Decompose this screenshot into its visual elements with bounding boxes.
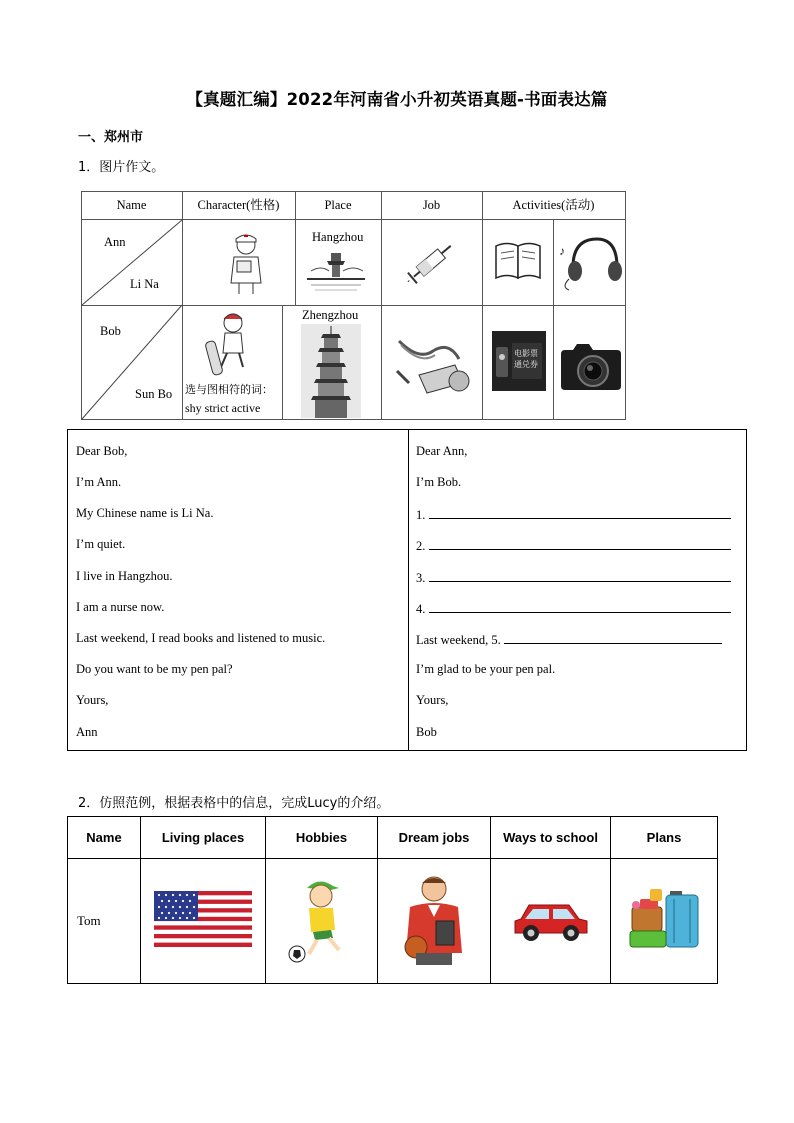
header-living-places: Living places xyxy=(141,817,266,859)
living-place-cell xyxy=(141,859,266,984)
header-hobbies: Hobbies xyxy=(266,817,378,859)
right-glad: I’m glad to be your pen pal. xyxy=(416,662,556,676)
blank-label: 1. xyxy=(416,508,426,522)
left-letter-line: I’m quiet. xyxy=(76,537,126,551)
header-ways-to-school: Ways to school xyxy=(491,817,611,859)
question-1-label: 1．图片作文。 xyxy=(78,160,165,175)
answer-blank[interactable] xyxy=(429,600,731,613)
hangzhou-landmark-icon xyxy=(307,247,365,295)
lucy-info-table xyxy=(67,816,717,983)
camera-icon xyxy=(559,336,623,392)
luggage-icon xyxy=(626,885,702,953)
left-letter-line: Ann xyxy=(76,725,98,739)
page-title: 【真题汇编】2022年河南省小升初英语真题-书面表达篇 xyxy=(186,90,608,109)
hobby-cell xyxy=(266,859,378,984)
section-heading: 一、郑州市 xyxy=(78,130,144,145)
book-icon xyxy=(494,238,542,284)
right-signature: Bob xyxy=(416,725,437,739)
header-plans: Plans xyxy=(611,817,718,859)
answer-blank[interactable] xyxy=(504,631,722,644)
left-letter-line: Yours, xyxy=(76,693,109,707)
question-2-label: 2．仿照范例，根据表格中的信息，完成Lucy的介绍。 xyxy=(78,796,390,811)
plans-cell xyxy=(611,859,718,984)
blank-line-1 xyxy=(416,506,731,523)
left-letter-line: My Chinese name is Li Na. xyxy=(76,506,214,520)
header-name: Name xyxy=(68,817,141,859)
header-dream-jobs: Dream jobs xyxy=(378,817,491,859)
blank-line-5 xyxy=(416,631,722,648)
left-letter-line: I live in Hangzhou. xyxy=(76,569,173,583)
left-letter-line: Do you want to be my pen pal? xyxy=(76,662,233,676)
header-place: Place xyxy=(324,198,352,212)
right-closing: Yours, xyxy=(416,693,449,707)
header-job: Job xyxy=(422,198,441,212)
nurse-icon xyxy=(221,231,271,297)
dream-job-cell xyxy=(378,859,491,984)
car-icon xyxy=(513,895,589,943)
blank-label: Last weekend, 5. xyxy=(416,633,501,647)
soccer-player-icon xyxy=(287,874,357,964)
blank-label: 3. xyxy=(416,571,426,585)
left-letter-line: I’m Ann. xyxy=(76,475,122,489)
right-intro: I’m Bob. xyxy=(416,475,462,489)
blank-line-2 xyxy=(416,537,731,554)
left-letter-line: Last weekend, I read books and listened to music. xyxy=(76,631,326,645)
left-letter-line: I am a nurse now. xyxy=(76,600,165,614)
hint-text: 选与图相符的词： xyxy=(185,383,273,396)
left-letter-line: Dear Bob, xyxy=(76,444,128,458)
name-bob: Bob xyxy=(100,324,121,338)
right-greeting: Dear Ann, xyxy=(416,444,468,458)
letters-table xyxy=(67,429,747,751)
svg-text:♪: ♪ xyxy=(559,244,565,258)
name-sun-bo: Sun Bo xyxy=(135,387,173,401)
hint-options: shy strict active xyxy=(185,401,261,415)
blank-line-3 xyxy=(416,569,731,586)
answer-blank[interactable] xyxy=(429,506,731,519)
usa-flag-icon xyxy=(154,891,252,947)
header-name: Name xyxy=(116,198,147,212)
name-li-na: Li Na xyxy=(130,277,159,291)
place-hangzhou: Hangzhou xyxy=(312,230,364,244)
blank-label: 2. xyxy=(416,539,426,553)
place-zhengzhou: Zhengzhou xyxy=(302,308,359,322)
zhengzhou-tower-icon xyxy=(301,324,361,418)
blank-line-4 xyxy=(416,600,731,617)
answer-blank[interactable] xyxy=(429,569,731,582)
skateboarder-icon xyxy=(205,311,255,379)
coach-icon xyxy=(398,873,470,965)
syringe-icon xyxy=(403,237,463,287)
header-activities: Activities(活动) xyxy=(512,198,595,212)
movie-ticket-text: 电影票 通兑券 xyxy=(514,349,538,369)
blank-label: 4. xyxy=(416,602,426,616)
name-ann: Ann xyxy=(104,235,126,249)
picture-writing-table xyxy=(81,191,626,420)
headphones-icon xyxy=(557,233,623,291)
way-to-school-cell xyxy=(491,859,611,984)
whistle-icon xyxy=(389,331,477,407)
row-name-tom: Tom xyxy=(68,859,141,984)
header-character: Character(性格) xyxy=(197,198,280,212)
answer-blank[interactable] xyxy=(429,537,731,550)
